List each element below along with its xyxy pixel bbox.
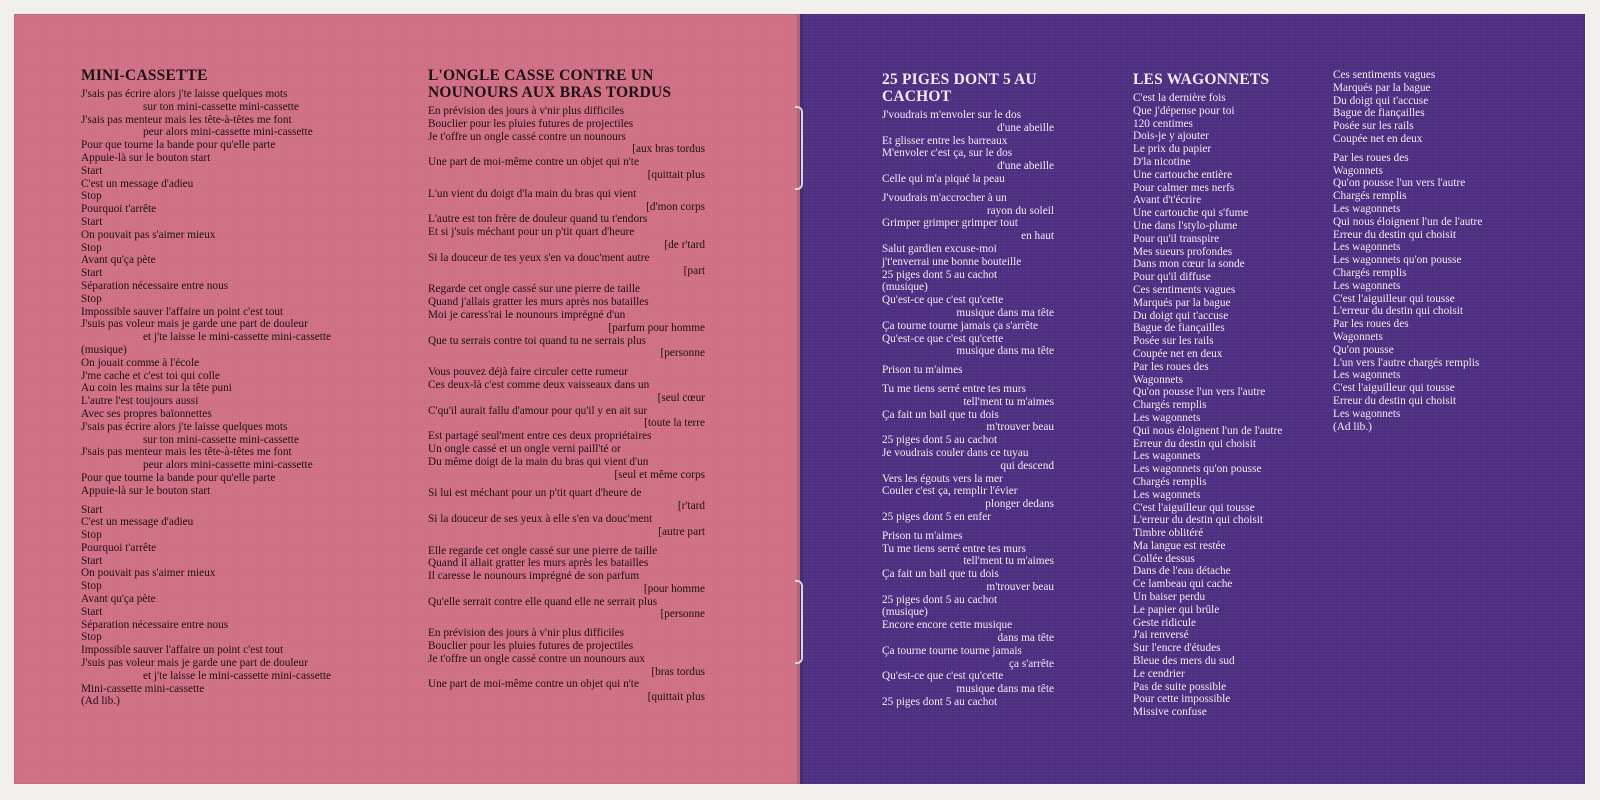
lyric-line: L'autre est ton frère de douleur quand tu t'endors xyxy=(428,213,648,226)
lyric-line: Quand il allait gratter les murs après les batailles xyxy=(428,557,649,570)
lyric-line: tell'ment tu m'aimes xyxy=(963,555,1054,568)
lyric-line: Chargés remplis xyxy=(1133,475,1207,488)
lyric-line: Coupée net en deux xyxy=(1133,347,1223,360)
lyric-line: Que tu serrais contre toi quand tu ne serrais plus xyxy=(428,334,647,347)
lyric-line: [toute la terre xyxy=(644,417,705,430)
lyric-line: Si lui est méchant pour un p'tit quart d'heure de xyxy=(428,487,642,500)
lyric-line: musique dans ma tête xyxy=(956,683,1054,696)
lyric-line: Erreur du destin qui choisit xyxy=(1333,228,1456,241)
lyric-line: sur ton mini-cassette mini-cassette xyxy=(143,100,299,113)
lyric-line: Les wagonnets xyxy=(1133,488,1201,501)
lyric-line: d'une abeille xyxy=(997,160,1054,173)
lyric-line: Il caresse le nounours imprégné de son parfum xyxy=(428,570,640,583)
lyrics-lines xyxy=(1333,69,1533,433)
lyric-line: On pouvait pas s'aimer mieux xyxy=(81,228,216,241)
lyric-line: m'trouver beau xyxy=(986,421,1054,434)
lyric-line: rayon du soleil xyxy=(986,204,1054,217)
lyric-line: Start xyxy=(81,503,103,516)
lyric-line: Collée dessus xyxy=(1133,552,1195,565)
lyric-line: En prévision des jours à v'nir plus difficiles xyxy=(428,627,625,640)
lyric-line: Tu me tiens serré entre tes murs xyxy=(882,382,1026,395)
lyric-line: Qu'est-ce que c'est qu'cette xyxy=(882,294,1004,307)
lyric-line: 25 piges dont 5 en enfer xyxy=(882,510,991,523)
lyric-line: Que j'dépense pour toi xyxy=(1133,104,1235,117)
lyric-line: en haut xyxy=(1021,230,1054,243)
lyric-line: j't'enverrai une bonne bouteille xyxy=(882,255,1022,268)
lyrics-25-piges xyxy=(882,71,1054,709)
lyric-line: Pourquoi t'arrête xyxy=(81,541,157,554)
lyrics-les-wagonnets-continued xyxy=(1333,69,1533,433)
lyric-line: peur alors mini-cassette mini-cassette xyxy=(143,126,313,139)
lyric-line: Start xyxy=(81,554,103,567)
lyric-line: Marqués par la bague xyxy=(1133,296,1231,309)
lyric-line: Qu'on pousse l'un vers l'autre xyxy=(1133,386,1266,399)
lyric-line: Les wagonnets xyxy=(1133,450,1201,463)
lyric-line: Celle qui m'a piqué la peau xyxy=(882,172,1005,185)
lyric-line: Pour que tourne la bande pour qu'elle parte xyxy=(81,139,276,152)
lyric-line: J'voudrais m'envoler sur le dos xyxy=(882,109,1021,121)
lyric-line: Start xyxy=(81,215,103,228)
lyric-line: Impossible sauver l'affaire un point c'est tout xyxy=(81,305,284,318)
lyric-line: Dois-je y ajouter xyxy=(1133,130,1209,143)
song-title: LES WAGONNETS xyxy=(1133,71,1270,88)
lyric-line: Qui nous éloignent l'un de l'autre xyxy=(1133,424,1283,437)
lyric-line: Chargés remplis xyxy=(1333,190,1407,203)
lyric-line: Bague de fiançailles xyxy=(1333,107,1425,120)
lyric-line: Si la douceur de tes yeux s'en va douc'ment autre xyxy=(428,251,650,264)
lyric-line: Appuie-là sur le bouton start xyxy=(81,484,211,497)
lyric-line: 25 piges dont 5 au cachot xyxy=(882,696,998,709)
staple-bottom xyxy=(795,580,803,664)
lyric-line: J'sais pas menteur mais les tête-à-têtes me font xyxy=(81,446,292,459)
lyric-line: Les wagonnets xyxy=(1333,202,1401,215)
lyric-line: Coupée net en deux xyxy=(1333,132,1423,145)
lyric-line: (musique) xyxy=(81,343,127,356)
lyric-line: (musique) xyxy=(882,606,928,619)
lyric-line: Au coin les mains sur la tête puni xyxy=(81,382,232,395)
lyric-line: Pour cette impossible xyxy=(1133,693,1231,706)
lyrics-mini-cassette xyxy=(81,67,366,708)
lyric-line: Avant qu'ça pète xyxy=(81,593,156,606)
lyric-line: [parfum pour homme xyxy=(608,321,705,334)
lyric-line: Par les roues des xyxy=(1333,318,1409,331)
lyric-line: J'voudrais m'accrocher à un xyxy=(882,191,1007,204)
lyric-line: Posée sur les rails xyxy=(1333,120,1414,133)
lyric-line: Missive confuse xyxy=(1133,706,1207,719)
lyric-line: Un ongle cassé et un ongle verni paill'té or xyxy=(428,442,621,455)
lyric-line: [autre part xyxy=(658,525,705,538)
lyric-line: 25 piges dont 5 au cachot xyxy=(882,434,998,447)
lyric-line: 25 piges dont 5 au cachot xyxy=(882,268,998,281)
lyric-line: Qui nous éloignent l'un de l'autre xyxy=(1333,215,1483,228)
lyric-line: Qu'elle serrait contre elle quand elle ne serrait plus xyxy=(428,595,658,608)
lyric-line: et j'te laisse le mini-cassette mini-cassette xyxy=(143,669,332,682)
lyric-line: Marqués par la bague xyxy=(1333,81,1431,94)
lyric-line: [d'mon corps xyxy=(646,200,705,213)
lyric-line: peur alors mini-cassette mini-cassette xyxy=(143,459,313,472)
lyric-line: Appuie-là sur le bouton start xyxy=(81,151,211,164)
lyric-line: Dans mon cœur la sonde xyxy=(1133,258,1245,271)
lyric-line: Par les roues des xyxy=(1333,151,1409,164)
lyric-line: Séparation nécessaire entre nous xyxy=(81,618,229,631)
lyric-line: [personne xyxy=(660,608,705,621)
song-title: L'ONGLE CASSE CONTRE UN NOUNOURS AUX BRAS TORDUS xyxy=(428,67,672,101)
lyric-line: Prison tu m'aimes xyxy=(882,364,963,377)
lyric-line: Erreur du destin qui choisit xyxy=(1133,437,1256,450)
lyric-line: En prévision des jours à v'nir plus difficiles xyxy=(428,105,625,117)
lyric-line: Du même doigt de la main du bras qui vient d'un xyxy=(428,455,649,468)
lyric-line: Stop xyxy=(81,241,102,254)
lyric-line: Les wagonnets qu'on pousse xyxy=(1133,463,1262,476)
lyric-line: Je t'offre un ongle cassé contre un nounours xyxy=(428,130,626,143)
lyric-line: Avant d't'écrire xyxy=(1133,194,1202,207)
lyrics-ongle-casse xyxy=(428,67,705,704)
lyric-line: [de r'tard xyxy=(664,238,705,251)
lyric-line: [pour homme xyxy=(643,582,705,595)
lyric-line: Qu'on pousse l'un vers l'autre xyxy=(1333,177,1466,190)
lyric-line: 25 piges dont 5 au cachot xyxy=(882,593,998,606)
lyric-line: C'est la dernière fois xyxy=(1133,92,1226,104)
lyric-line: Les wagonnets xyxy=(1133,411,1201,424)
lyric-line: Par les roues des xyxy=(1133,360,1209,373)
lyric-line: Grimper grimper grimper tout xyxy=(882,217,1018,230)
lyric-line: Couler c'est ça, remplir l'évier xyxy=(882,485,1018,498)
lyric-line: Salut gardien excuse-moi xyxy=(882,242,997,255)
lyric-line: sur ton mini-cassette mini-cassette xyxy=(143,433,299,446)
lyric-line: Stop xyxy=(81,631,102,644)
lyric-line: [quittait plus xyxy=(647,691,705,704)
lyric-line: ça s'arrête xyxy=(1009,657,1054,670)
lyric-line: J'sais pas écrire alors j'te laisse quelques mots xyxy=(81,88,288,100)
lyric-line: Prison tu m'aimes xyxy=(882,529,963,542)
lyrics-lines xyxy=(428,105,705,704)
lyric-line: Les wagonnets xyxy=(1333,241,1401,254)
lyric-line: Du doigt qui t'accuse xyxy=(1333,94,1429,107)
lyric-line: Pour qu'il diffuse xyxy=(1133,271,1211,284)
lyric-line: On jouait comme à l'école xyxy=(81,356,200,369)
lyric-line: Le cendrier xyxy=(1133,667,1185,680)
lyric-line: [bras tordus xyxy=(651,665,705,678)
lyric-line: Stop xyxy=(81,529,102,542)
lyric-line: Séparation nécessaire entre nous xyxy=(81,279,229,292)
lyric-line: J'sais pas écrire alors j'te laisse quelques mots xyxy=(81,420,288,433)
lyric-line: Ces deux-là c'est comme deux vaisseaux dans un xyxy=(428,378,650,391)
lyric-line: L'un vient du doigt d'la main du bras qui vient xyxy=(428,187,637,200)
lyric-line: Impossible sauver l'affaire un point c'est tout xyxy=(81,644,284,657)
lyric-line: Ces sentiments vagues xyxy=(1133,283,1236,296)
lyric-line: Geste ridicule xyxy=(1133,616,1197,629)
lyric-line: Pour calmer mes nerfs xyxy=(1133,181,1235,194)
lyric-line: Le papier qui brûle xyxy=(1133,603,1220,616)
lyric-line: Qu'est-ce que c'est qu'cette xyxy=(882,332,1004,345)
lyric-line: [seul et même corps xyxy=(614,468,705,481)
lyric-line: Stop xyxy=(81,580,102,593)
lyric-line: Ma langue est restée xyxy=(1133,539,1226,552)
lyric-line: C'est l'aiguilleur qui tousse xyxy=(1333,292,1455,305)
lyric-line: Vous pouvez déjà faire circuler cette rumeur xyxy=(428,366,628,379)
lyric-line: d'une abeille xyxy=(997,121,1054,134)
lyric-line: Un baiser perdu xyxy=(1133,591,1206,604)
lyric-line: J'me cache et c'est toi qui colle xyxy=(81,369,220,382)
lyric-line: Wagonnets xyxy=(1333,164,1383,177)
lyric-line: Du doigt qui t'accuse xyxy=(1133,309,1229,322)
lyric-line: m'trouver beau xyxy=(986,580,1054,593)
lyric-line: Bleue des mers du sud xyxy=(1133,655,1235,668)
lyric-line: C'est un message d'adieu xyxy=(81,177,194,190)
lyric-line: Le prix du papier xyxy=(1133,143,1212,156)
lyric-line: Les wagonnets qu'on pousse xyxy=(1333,254,1462,267)
lyric-line: (Ad lib.) xyxy=(81,695,120,708)
lyric-line: Qu'est-ce que c'est qu'cette xyxy=(882,670,1004,683)
lyric-line: [r'tard xyxy=(677,500,705,513)
lyric-line: [part xyxy=(683,264,705,277)
lyric-line: (Ad lib.) xyxy=(1333,420,1372,433)
lyric-line: Ces sentiments vagues xyxy=(1333,69,1436,81)
lyrics-lines xyxy=(882,109,1054,709)
lyrics-lines xyxy=(81,88,366,708)
lyric-line: Wagonnets xyxy=(1333,330,1383,343)
lyric-line: C'qu'il aurait fallu d'amour pour qu'il y en ait sur xyxy=(428,404,648,417)
lyric-line: Posée sur les rails xyxy=(1133,335,1214,348)
lyric-line: tell'ment tu m'aimes xyxy=(963,395,1054,408)
lyric-line: Avec ses propres baïonnettes xyxy=(81,407,212,420)
lyric-line: Erreur du destin qui choisit xyxy=(1333,394,1456,407)
lyric-line: Bouclier pour les pluies futures de projectiles xyxy=(428,640,634,653)
lyric-line: Chargés remplis xyxy=(1333,266,1407,279)
lyric-line: dans ma tête xyxy=(997,632,1054,645)
lyric-line: J'suis pas voleur mais je garde une part de douleur xyxy=(81,318,308,331)
lyric-line: Start xyxy=(81,605,103,618)
lyric-line: Timbre oblitéré xyxy=(1133,527,1204,540)
lyric-line: musique dans ma tête xyxy=(956,306,1054,319)
lyric-line: Et si j'suis méchant pour un p'tit quart d'heure xyxy=(428,226,635,239)
lyric-line: Et glisser entre les barreaux xyxy=(882,134,1008,147)
lyric-line: [personne xyxy=(660,347,705,360)
lyric-line: L'erreur du destin qui choisit xyxy=(1133,514,1264,527)
lyric-line: J'suis pas voleur mais je garde une part de douleur xyxy=(81,657,308,670)
lyric-line: Une cartouche qui s'fume xyxy=(1133,207,1249,220)
lyric-line: Stop xyxy=(81,190,102,203)
lyric-line: [quittait plus xyxy=(647,168,705,181)
lyric-line: Les wagonnets xyxy=(1333,369,1401,382)
lyric-line: Je voudrais couler dans ce tuyau xyxy=(882,446,1029,459)
lyric-line: Qu'on pousse xyxy=(1333,343,1394,356)
lyric-line: Les wagonnets xyxy=(1333,407,1401,420)
lyric-line: Encore encore cette musique xyxy=(882,619,1013,632)
lyric-line: Dans de l'eau détache xyxy=(1133,565,1231,578)
lyric-line: C'est l'aiguilleur qui tousse xyxy=(1333,382,1455,395)
lyric-line: [aux bras tordus xyxy=(632,143,705,156)
lyric-line: Je t'offre un ongle cassé contre un nounours aux xyxy=(428,652,646,665)
lyric-line: (musique) xyxy=(882,281,928,294)
lyric-line: Moi je caress'rai le nounours imprégné d'un xyxy=(428,308,626,321)
lyric-line: Mes sueurs profondes xyxy=(1133,245,1233,258)
lyric-line: Si la douceur de ses yeux à elle s'en va douc'ment xyxy=(428,512,653,525)
lyric-line: Tu me tiens serré entre tes murs xyxy=(882,542,1026,555)
lyric-line: Ce lambeau qui cache xyxy=(1133,578,1233,591)
lyric-line: Pour que tourne la bande pour qu'elle parte xyxy=(81,471,276,484)
lyric-line: On pouvait pas s'aimer mieux xyxy=(81,567,216,580)
lyric-line: Ça fait un bail que tu dois xyxy=(882,408,999,421)
lyric-line: Chargés remplis xyxy=(1133,399,1207,412)
lyric-line: Ça tourne tourne jamais ça s'arrête xyxy=(882,319,1039,332)
lyric-line: C'est l'aiguilleur qui tousse xyxy=(1133,501,1255,514)
lyric-line: Une dans l'stylo-plume xyxy=(1133,219,1238,232)
lyrics-lines xyxy=(1133,92,1328,719)
lyric-line: Mini-cassette mini-cassette xyxy=(81,682,205,695)
lyric-line: L'erreur du destin qui choisit xyxy=(1333,305,1464,318)
lyric-line: et j'te laisse le mini-cassette mini-cassette xyxy=(143,331,332,344)
lyrics-les-wagonnets xyxy=(1133,71,1328,719)
lyric-line: Elle regarde cet ongle cassé sur une pierre de taille xyxy=(428,544,658,557)
lyric-line: qui descend xyxy=(1000,459,1054,472)
lyric-line: L'autre l'est toujours aussi xyxy=(81,395,199,408)
lyric-line: M'envoler c'est ça, sur le dos xyxy=(882,147,1013,160)
lyric-line: [seul cœur xyxy=(657,391,705,404)
lyric-line: Pas de suite possible xyxy=(1133,680,1227,693)
lyric-line: Sur l'encre d'études xyxy=(1133,642,1221,655)
lyric-line: C'est un message d'adieu xyxy=(81,516,194,529)
lyric-line: Regarde cet ongle cassé sur une pierre de taille xyxy=(428,283,641,296)
lyric-line: J'sais pas menteur mais les tête-à-têtes me font xyxy=(81,113,292,126)
lyric-line: Quand j'allais gratter les murs après nos batailles xyxy=(428,296,649,309)
staple-top xyxy=(795,106,803,190)
lyric-line: Bouclier pour les pluies futures de projectiles xyxy=(428,117,634,130)
lyric-line: D'la nicotine xyxy=(1133,155,1191,168)
lyric-line: plonger dedans xyxy=(985,498,1054,511)
lyric-line: Bague de fiançailles xyxy=(1133,322,1225,335)
lyric-line: L'un vers l'autre chargés remplis xyxy=(1333,356,1480,369)
lyric-line: Avant qu'ça pète xyxy=(81,254,156,267)
lyric-line: Une cartouche entière xyxy=(1133,168,1233,181)
lyric-line: Ça fait un bail que tu dois xyxy=(882,568,999,581)
lyric-line: J'ai renversé xyxy=(1133,629,1189,642)
lyric-line: Pour qu'il transpire xyxy=(1133,232,1220,245)
lyric-line: 120 centimes xyxy=(1133,117,1193,130)
lyric-line: musique dans ma tête xyxy=(956,345,1054,358)
lyric-line: Wagonnets xyxy=(1133,373,1183,386)
lyric-line: Une part de moi-même contre un objet qui n'te xyxy=(428,678,639,691)
lyric-line: Start xyxy=(81,164,103,177)
lyric-line: Ça tourne tourne tourne jamais xyxy=(882,644,1022,657)
song-title: MINI-CASSETTE xyxy=(81,67,208,84)
lyric-line: Vers les égouts vers la mer xyxy=(882,472,1003,485)
lyric-line: Start xyxy=(81,267,103,280)
lyric-line: Pourquoi t'arrête xyxy=(81,203,157,216)
lyric-line: Stop xyxy=(81,292,102,305)
song-title: 25 PIGES DONT 5 AU CACHOT xyxy=(882,71,1037,105)
lyric-line: Une part de moi-même contre un objet qui n'te xyxy=(428,156,639,169)
lyric-line: Est partagé seul'ment entre ces deux propriétaires xyxy=(428,430,652,443)
lyric-line: Les wagonnets xyxy=(1333,279,1401,292)
